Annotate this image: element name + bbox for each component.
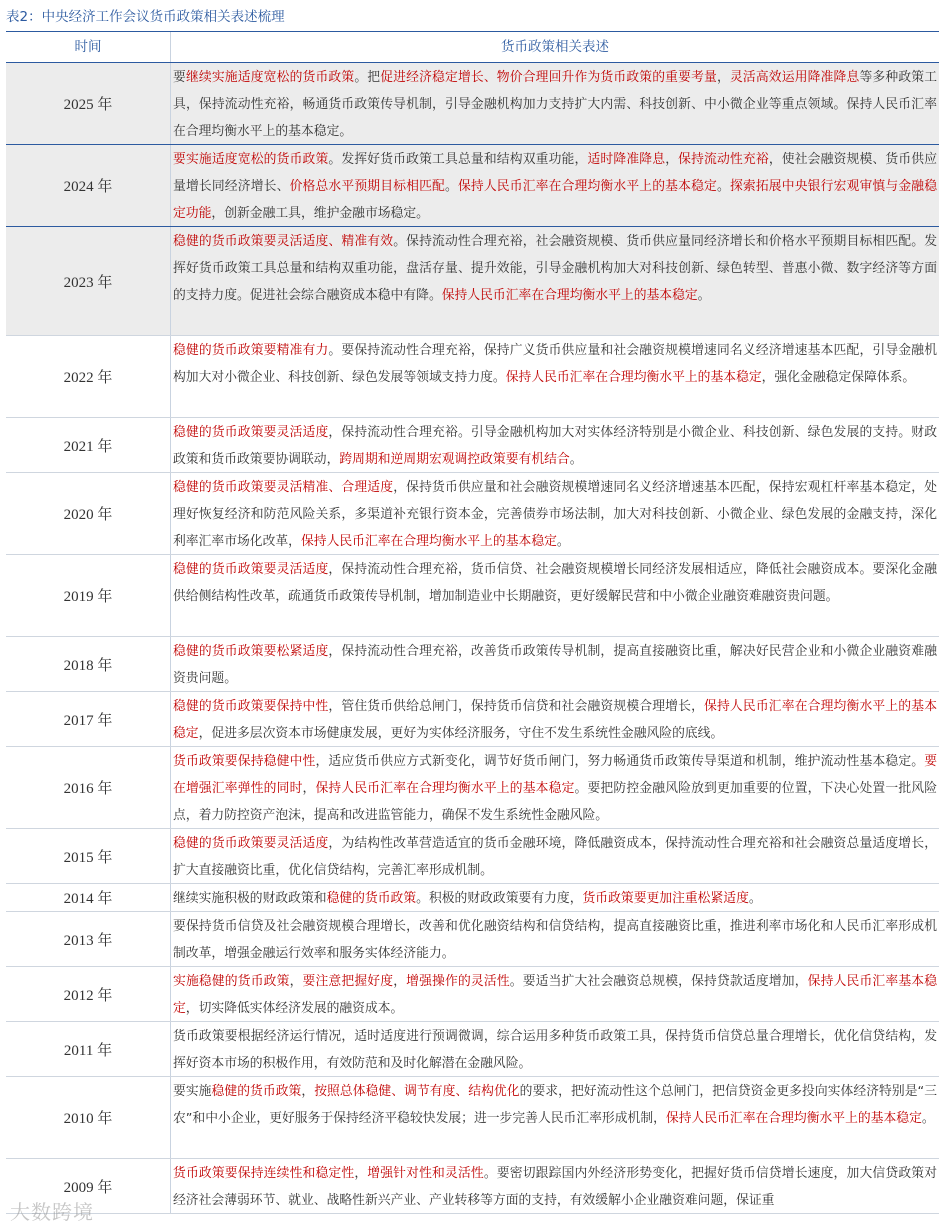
description-text: 。保持流动性合理充裕，社会融资规模、货币供应量同经济增长和价格水平预期目标相匹配。发挥好货币政策工具总量和结构双重功能，盘活存量、提升效能，引导金融机构加大对科技创新、绿色转型、普惠小微、数字经济等方面的支持力度。促进社会综合融资成本稳中有降。 — [173, 234, 938, 303]
table-row — [6, 473, 939, 555]
description-text: 。发挥好货币政策工具总量和结构双重功能， — [328, 152, 588, 167]
highlighted-text: 适时降准降息 — [587, 152, 666, 167]
highlighted-text: 灵活高效运用降准降息 — [729, 70, 860, 85]
highlighted-text: 跨周期和逆周期宏观调控政策要有机结合 — [339, 452, 570, 467]
highlighted-text: 增强操作的灵活性 — [406, 974, 510, 989]
table-title: 表2：中央经济工作会议货币政策相关表述梳理 — [6, 9, 285, 25]
description-text: 。 — [697, 288, 711, 303]
row-year: 2018 年 — [6, 637, 171, 691]
highlighted-text: 稳健的货币政策 — [211, 1084, 302, 1099]
row-year: 2024 年 — [6, 145, 171, 226]
row-year: 2023 年 — [6, 227, 171, 335]
highlighted-text: 保持流动性充裕 — [678, 152, 769, 167]
header-description: 货币政策相关表述 — [501, 39, 609, 55]
description-text: ， — [716, 70, 730, 85]
table-row — [6, 637, 939, 692]
highlighted-text: 价格总水平预期目标相匹配 — [289, 179, 445, 194]
watermark-logo: 大数跨境 — [10, 1200, 94, 1224]
row-description — [171, 63, 939, 144]
table-row — [6, 1159, 939, 1214]
description-text: 。 — [569, 452, 583, 467]
table-header — [6, 31, 939, 63]
row-description — [171, 967, 939, 1021]
row-year: 2009 年 — [6, 1159, 171, 1213]
row-description — [171, 1077, 939, 1158]
highlighted-text: 货币政策要保持连续性和稳定性 — [173, 1166, 355, 1181]
table-row — [6, 967, 939, 1022]
table-row — [6, 555, 939, 637]
description-text: ， — [665, 152, 679, 167]
highlighted-text: 继续实施适度宽松的货币政策 — [185, 70, 355, 85]
description-text: ，促进多层次资本市场健康发展，更好为实体经济服务，守住不发生系统性金融风险的底线。 — [198, 726, 724, 741]
table-row — [6, 1022, 939, 1077]
highlighted-text: 保持人民币汇率基本稳定 — [173, 974, 938, 1016]
highlighted-text: 稳健的货币政策要保持中性 — [173, 699, 329, 714]
table-body — [6, 63, 939, 1214]
row-description — [171, 884, 939, 911]
row-year: 2016 年 — [6, 747, 171, 828]
description-text: 。要密切跟踪国内外经济形势变化，把握好货币信贷增长速度，加大信贷政策对经济社会薄弱环节、就业、战略性新兴产业、产业转移等方面的支持，有效缓解小企业融资难问题，保证重 — [173, 1166, 938, 1208]
row-year: 2015 年 — [6, 829, 171, 883]
row-year: 2022 年 — [6, 336, 171, 417]
table-row — [6, 145, 939, 227]
row-year: 2017 年 — [6, 692, 171, 746]
description-text: ，保持流动性合理充裕，改善货币政策传导机制，提高直接融资比重，解决好民营企业和小微企业融资难融资贵问题。 — [173, 644, 938, 686]
highlighted-text: 要实施适度宽松的货币政策 — [173, 152, 329, 167]
description-text: 。要适当扩大社会融资总规模，保持贷款适度增加， — [509, 974, 808, 989]
table-row — [6, 63, 939, 145]
description-text: 货币政策要根据经济运行情况，适时适度进行预调微调，综合运用多种货币政策工具，保持货币信贷总量合理增长，优化信贷结构，发挥好资本市场的积极作用，有效防范和及时化解潜在金融风险。 — [173, 1029, 937, 1071]
description-text: 。把 — [354, 70, 381, 85]
description-text: ，使社会融资规模、货币供应量增长同经济增长、 — [173, 152, 938, 194]
row-description — [171, 473, 939, 554]
table-row — [6, 747, 939, 829]
highlighted-text: 保持人民币汇率在合理均衡水平上的基本稳定 — [665, 1111, 922, 1126]
description-text: 要实施 — [173, 1084, 212, 1099]
row-description — [171, 912, 939, 966]
description-text: 。 — [556, 534, 570, 549]
row-year: 2010 年 — [6, 1077, 171, 1158]
row-description — [171, 692, 939, 746]
description-text: ，创新金融工具，维护金融市场稳定。 — [211, 206, 429, 221]
highlighted-text: 要注意把握好度 — [302, 974, 394, 989]
description-text: 。 — [445, 179, 458, 194]
description-text: ， — [289, 974, 303, 989]
highlighted-text: 要在增强汇率弹性的同时 — [173, 754, 938, 796]
table-row — [6, 227, 939, 336]
highlighted-text: 探索拓展中央银行宏观审慎与金融稳定功能 — [173, 179, 938, 221]
row-description — [171, 418, 939, 472]
description-text: ， — [393, 974, 407, 989]
row-description — [171, 747, 939, 828]
row-description — [171, 336, 939, 417]
row-description — [171, 227, 939, 335]
highlighted-text: 增强针对性和灵活性 — [367, 1166, 484, 1181]
description-text: ， — [301, 1084, 315, 1099]
row-year: 2012 年 — [6, 967, 171, 1021]
highlighted-text: 稳健的货币政策要松紧适度 — [173, 644, 329, 659]
description-text: 继续实施积极的财政政策和 — [173, 891, 327, 906]
description-text: ，为结构性改革营造适宜的货币金融环境，降低融资成本，保持流动性合理充裕和社会融资总量适度增长，扩大直接融资比重，优化信贷结构，完善汇率形成机制。 — [173, 836, 938, 878]
highlighted-text: 稳健的货币政策要精准有力 — [173, 343, 329, 358]
highlighted-text: 促进经济稳定增长、物价合理回升作为货币政策的重要考量 — [380, 70, 717, 85]
row-description — [171, 637, 939, 691]
highlighted-text: 货币政策要保持稳健中性 — [173, 754, 316, 769]
highlighted-text: 按照总体稳健、调节有度、结构优化 — [314, 1084, 520, 1099]
description-text: ，保持流动性合理充裕。引导金融机构加大对实体经济特别是小微企业、科技创新、绿色发展的支持。财政政策和货币政策要协调联动， — [173, 425, 938, 467]
row-year: 2020 年 — [6, 473, 171, 554]
description-text: ，强化金融稳定保障体系。 — [761, 370, 916, 385]
row-year: 2014 年 — [6, 884, 171, 911]
row-year: 2019 年 — [6, 555, 171, 636]
row-year: 2025 年 — [6, 63, 171, 144]
description-text: ， — [302, 781, 316, 796]
description-text: 要保持货币信贷及社会融资规模合理增长，改善和优化融资结构和信贷结构，提高直接融资比重，推进利率市场化和人民币汇率形成机制改革，增强金融运行效率和服务实体经济能力。 — [173, 919, 937, 961]
description-text: 。积极的财政政策要有力度， — [416, 891, 583, 906]
description-text: 。 — [921, 1111, 935, 1126]
table-row — [6, 692, 939, 747]
row-description — [171, 1159, 939, 1213]
description-text: ，适应货币供应方式新变化，调节好货币闸门，努力畅通货币政策传导渠道和机制，维护流动性基本稳定。 — [315, 754, 925, 769]
highlighted-text: 保持人民币汇率在合理均衡水平上的基本稳定 — [457, 179, 717, 194]
highlighted-text: 保持人民币汇率在合理均衡水平上的基本稳定 — [300, 534, 557, 549]
row-year: 2021 年 — [6, 418, 171, 472]
highlighted-text: 实施稳健的货币政策 — [173, 974, 290, 989]
description-text: ，保持货币供应量和社会融资规模增速同名义经济增速基本匹配，保持宏观杠杆率基本稳定，处理好恢复经济和防范风险关系，多渠道补充银行资本金，完善债券市场法制，加大对科技创新、小微企业、绿色发展的金融支持，深化利率汇率市场化改革， — [173, 480, 938, 549]
description-text: 等多种政策工具，保持流动性充裕，畅通货币政策传导机制，引导金融机构加力支持扩大内需、科技创新、中小微企业等重点领域。保持人民币汇率在合理均衡水平上的基本稳定。 — [173, 70, 938, 139]
description-text: 。要把防控金融风险放到更加重要的位置，下决心处置一批风险点，着力防控资产泡沫，提高和改进监管能力，确保不发生系统性金融风险。 — [173, 781, 938, 823]
row-description — [171, 555, 939, 636]
highlighted-text: 稳健的货币政策要灵活适度 — [173, 836, 329, 851]
description-text: 要 — [173, 70, 186, 85]
description-text: ，管住货币供给总闸门，保持货币信贷和社会融资规模合理增长， — [328, 699, 705, 714]
highlighted-text: 稳健的货币政策 — [326, 891, 417, 906]
highlighted-text: 稳健的货币政策要灵活适度 — [173, 562, 329, 577]
policy-table — [6, 31, 939, 1214]
description-text: ， — [354, 1166, 368, 1181]
table-row — [6, 336, 939, 418]
highlighted-text: 稳健的货币政策要灵活精准、合理适度 — [173, 480, 394, 495]
header-time: 时间 — [6, 32, 171, 62]
row-year: 2011 年 — [6, 1022, 171, 1076]
row-year: 2013 年 — [6, 912, 171, 966]
row-description — [171, 829, 939, 883]
highlighted-text: 保持人民币汇率在合理均衡水平上的基本稳定 — [173, 699, 938, 741]
description-text: 。 — [717, 179, 730, 194]
table-row — [6, 912, 939, 967]
description-text: 。 — [748, 891, 762, 906]
table-row — [6, 884, 939, 912]
highlighted-text: 稳健的货币政策要灵活适度、精准有效 — [173, 234, 394, 249]
highlighted-text: 保持人民币汇率在合理均衡水平上的基本稳定 — [315, 781, 575, 796]
highlighted-text: 保持人民币汇率在合理均衡水平上的基本稳定 — [441, 288, 698, 303]
highlighted-text: 保持人民币汇率在合理均衡水平上的基本稳定 — [505, 370, 762, 385]
row-description — [171, 145, 939, 226]
row-description — [171, 1022, 939, 1076]
highlighted-text: 货币政策要更加注重松紧适度 — [582, 891, 749, 906]
table-row — [6, 1077, 939, 1159]
description-text: 。要保持流动性合理充裕，保持广义货币供应量和社会融资规模增速同名义经济增速基本匹配，引导金融机构加大对小微企业、科技创新、绿色发展等领域支持力度。 — [173, 343, 938, 385]
table-row — [6, 829, 939, 884]
table-row — [6, 418, 939, 473]
description-text: 的要求，把好流动性这个总闸门，把信贷资金更多投向实体经济特别是“三农”和中小企业，更好服务于保持经济平稳较快发展；进一步完善人民币汇率形成机制， — [173, 1084, 938, 1126]
highlighted-text: 稳健的货币政策要灵活适度 — [173, 425, 329, 440]
description-text: ，切实降低实体经济发展的融资成本。 — [185, 1001, 404, 1016]
description-text: ，保持流动性合理充裕，货币信贷、社会融资规模增长同经济发展相适应，降低社会融资成本。要深化金融供给侧结构性改革，疏通货币政策传导机制，增加制造业中长期融资，更好缓解民营和中小微企业融资难融资贵问题。 — [173, 562, 938, 604]
